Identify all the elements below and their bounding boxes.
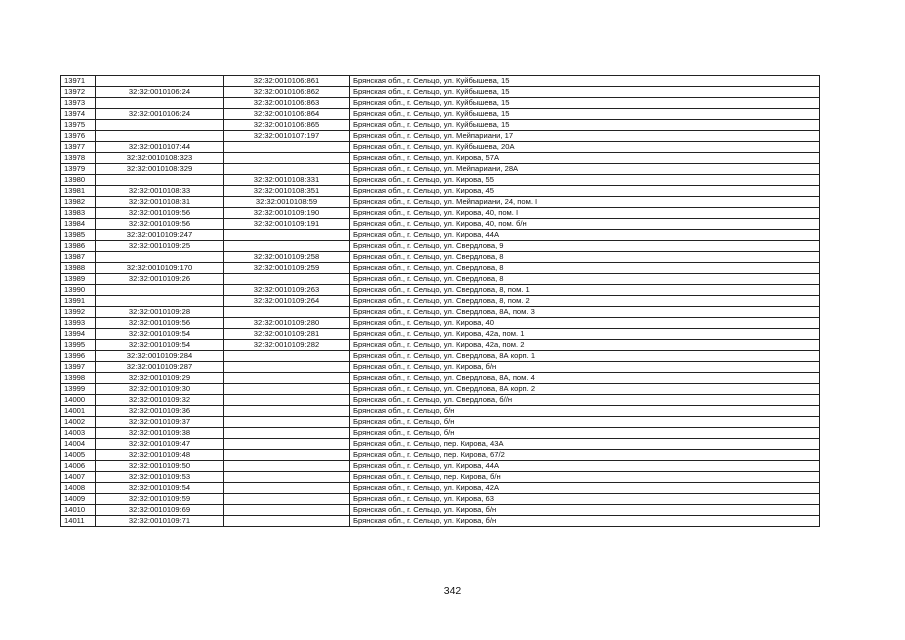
address-cell: Брянская обл., г. Сельцо, ул. Куйбышева, 15 (350, 87, 820, 98)
object-cadastral-number-cell (224, 494, 350, 505)
address-cell: Брянская обл., г. Сельцо, ул. Кирова, 40 (350, 318, 820, 329)
table-row (61, 307, 820, 318)
cadastral-number-cell: 32:32:0010109:170 (96, 263, 224, 274)
object-cadastral-number-cell (224, 472, 350, 483)
row-number-cell: 14011 (61, 516, 96, 527)
table-row (61, 219, 820, 230)
address-cell: Брянская обл., г. Сельцо, ул. Свердлова, 8 (350, 263, 820, 274)
row-number-cell: 14007 (61, 472, 96, 483)
object-cadastral-number-cell: 32:32:0010109:259 (224, 263, 350, 274)
row-number-cell: 13988 (61, 263, 96, 274)
cadastral-number-cell: 32:32:0010108:323 (96, 153, 224, 164)
address-cell: Брянская обл., г. Сельцо, ул. Кирова, 44А (350, 461, 820, 472)
registry-table-container (60, 75, 820, 527)
row-number-cell: 13994 (61, 329, 96, 340)
object-cadastral-number-cell (224, 164, 350, 175)
cadastral-number-cell: 32:32:0010109:56 (96, 318, 224, 329)
cadastral-number-cell (96, 131, 224, 142)
table-row (61, 461, 820, 472)
cadastral-number-cell (96, 98, 224, 109)
table-row (61, 373, 820, 384)
cadastral-number-cell: 32:32:0010109:59 (96, 494, 224, 505)
object-cadastral-number-cell: 32:32:0010107:197 (224, 131, 350, 142)
cadastral-number-cell: 32:32:0010109:30 (96, 384, 224, 395)
cadastral-number-cell: 32:32:0010109:48 (96, 450, 224, 461)
row-number-cell: 14004 (61, 439, 96, 450)
cadastral-number-cell: 32:32:0010107:44 (96, 142, 224, 153)
table-row (61, 131, 820, 142)
address-cell: Брянская обл., г. Сельцо, ул. Мейпариани, 24, пом. I (350, 197, 820, 208)
address-cell: Брянская обл., г. Сельцо, ул. Куйбышева, 20А (350, 142, 820, 153)
table-row (61, 87, 820, 98)
table-row (61, 505, 820, 516)
row-number-cell: 13981 (61, 186, 96, 197)
page-number: 342 (443, 585, 462, 597)
table-row (61, 472, 820, 483)
registry-table-body (61, 76, 820, 527)
row-number-cell: 13998 (61, 373, 96, 384)
cadastral-number-cell: 32:32:0010109:284 (96, 351, 224, 362)
address-cell: Брянская обл., г. Сельцо, ул. Мейпариани, 17 (350, 131, 820, 142)
table-row (61, 120, 820, 131)
object-cadastral-number-cell (224, 153, 350, 164)
cadastral-number-cell (96, 296, 224, 307)
table-row (61, 274, 820, 285)
cadastral-number-cell (96, 252, 224, 263)
row-number-cell: 14009 (61, 494, 96, 505)
table-row (61, 197, 820, 208)
table-row (61, 208, 820, 219)
row-number-cell: 13974 (61, 109, 96, 120)
object-cadastral-number-cell: 32:32:0010106:862 (224, 87, 350, 98)
object-cadastral-number-cell (224, 505, 350, 516)
cadastral-number-cell: 32:32:0010109:56 (96, 219, 224, 230)
object-cadastral-number-cell (224, 516, 350, 527)
cadastral-number-cell (96, 76, 224, 87)
table-row (61, 109, 820, 120)
table-row (61, 186, 820, 197)
row-number-cell: 13979 (61, 164, 96, 175)
row-number-cell: 13975 (61, 120, 96, 131)
cadastral-number-cell: 32:32:0010109:36 (96, 406, 224, 417)
row-number-cell: 13976 (61, 131, 96, 142)
row-number-cell: 13973 (61, 98, 96, 109)
row-number-cell: 13984 (61, 219, 96, 230)
cadastral-number-cell: 32:32:0010109:54 (96, 340, 224, 351)
row-number-cell: 13982 (61, 197, 96, 208)
object-cadastral-number-cell (224, 241, 350, 252)
address-cell: Брянская обл., г. Сельцо, пер. Кирова, 43А (350, 439, 820, 450)
address-cell: Брянская обл., г. Сельцо, ул. Кирова, 42А (350, 483, 820, 494)
table-row (61, 329, 820, 340)
address-cell: Брянская обл., г. Сельцо, б/н (350, 428, 820, 439)
object-cadastral-number-cell: 32:32:0010108:331 (224, 175, 350, 186)
address-cell: Брянская обл., г. Сельцо, пер. Кирова, б/н (350, 472, 820, 483)
object-cadastral-number-cell: 32:32:0010109:280 (224, 318, 350, 329)
table-row (61, 494, 820, 505)
table-row (61, 439, 820, 450)
address-cell: Брянская обл., г. Сельцо, ул. Кирова, 42а, пом. 1 (350, 329, 820, 340)
object-cadastral-number-cell (224, 428, 350, 439)
object-cadastral-number-cell (224, 395, 350, 406)
row-number-cell: 14010 (61, 505, 96, 516)
cadastral-number-cell: 32:32:0010109:25 (96, 241, 224, 252)
cadastral-number-cell: 32:32:0010109:54 (96, 483, 224, 494)
table-row (61, 450, 820, 461)
row-number-cell: 13999 (61, 384, 96, 395)
object-cadastral-number-cell: 32:32:0010106:865 (224, 120, 350, 131)
object-cadastral-number-cell (224, 373, 350, 384)
address-cell: Брянская обл., г. Сельцо, ул. Кирова, 57А (350, 153, 820, 164)
address-cell: Брянская обл., г. Сельцо, ул. Куйбышева, 15 (350, 120, 820, 131)
address-cell: Брянская обл., г. Сельцо, пер. Кирова, 67/2 (350, 450, 820, 461)
row-number-cell: 14006 (61, 461, 96, 472)
row-number-cell: 13985 (61, 230, 96, 241)
object-cadastral-number-cell: 32:32:0010109:191 (224, 219, 350, 230)
table-row (61, 252, 820, 263)
cadastral-number-cell: 32:32:0010109:56 (96, 208, 224, 219)
address-cell: Брянская обл., г. Сельцо, ул. Кирова, б/н (350, 516, 820, 527)
row-number-cell: 13978 (61, 153, 96, 164)
table-row (61, 241, 820, 252)
row-number-cell: 14000 (61, 395, 96, 406)
object-cadastral-number-cell: 32:32:0010106:863 (224, 98, 350, 109)
address-cell: Брянская обл., г. Сельцо, ул. Мейпариани, 28А (350, 164, 820, 175)
object-cadastral-number-cell: 32:32:0010108:59 (224, 197, 350, 208)
address-cell: Брянская обл., г. Сельцо, ул. Куйбышева, 15 (350, 109, 820, 120)
address-cell: Брянская обл., г. Сельцо, ул. Свердлова, 9 (350, 241, 820, 252)
address-cell: Брянская обл., г. Сельцо, ул. Куйбышева, 15 (350, 76, 820, 87)
row-number-cell: 13997 (61, 362, 96, 373)
cadastral-number-cell: 32:32:0010109:247 (96, 230, 224, 241)
row-number-cell: 13971 (61, 76, 96, 87)
object-cadastral-number-cell: 32:32:0010109:190 (224, 208, 350, 219)
address-cell: Брянская обл., г. Сельцо, ул. Свердлова, 8А, пом. 4 (350, 373, 820, 384)
row-number-cell: 14001 (61, 406, 96, 417)
cadastral-number-cell: 32:32:0010109:53 (96, 472, 224, 483)
cadastral-number-cell: 32:32:0010109:50 (96, 461, 224, 472)
cadastral-number-cell: 32:32:0010109:28 (96, 307, 224, 318)
table-row (61, 98, 820, 109)
address-cell: Брянская обл., г. Сельцо, ул. Кирова, б/н (350, 362, 820, 373)
table-row (61, 362, 820, 373)
table-row (61, 406, 820, 417)
address-cell: Брянская обл., г. Сельцо, ул. Свердлова, 8, пом. 2 (350, 296, 820, 307)
address-cell: Брянская обл., г. Сельцо, ул. Кирова, 42а, пом. 2 (350, 340, 820, 351)
object-cadastral-number-cell (224, 483, 350, 494)
row-number-cell: 14005 (61, 450, 96, 461)
address-cell: Брянская обл., г. Сельцо, б/н (350, 417, 820, 428)
cadastral-number-cell: 32:32:0010109:38 (96, 428, 224, 439)
object-cadastral-number-cell (224, 307, 350, 318)
address-cell: Брянская обл., г. Сельцо, ул. Свердлова, 8 (350, 252, 820, 263)
object-cadastral-number-cell (224, 274, 350, 285)
table-row (61, 351, 820, 362)
table-row (61, 483, 820, 494)
table-row (61, 318, 820, 329)
row-number-cell: 13992 (61, 307, 96, 318)
address-cell: Брянская обл., г. Сельцо, б/н (350, 406, 820, 417)
cadastral-number-cell: 32:32:0010109:32 (96, 395, 224, 406)
cadastral-number-cell: 32:32:0010109:47 (96, 439, 224, 450)
row-number-cell: 14008 (61, 483, 96, 494)
cadastral-number-cell: 32:32:0010108:329 (96, 164, 224, 175)
row-number-cell: 13977 (61, 142, 96, 153)
row-number-cell: 13987 (61, 252, 96, 263)
table-row (61, 296, 820, 307)
address-cell: Брянская обл., г. Сельцо, ул. Кирова, 40, пом. б/н (350, 219, 820, 230)
table-row (61, 417, 820, 428)
address-cell: Брянская обл., г. Сельцо, ул. Свердлова, 8, пом. 1 (350, 285, 820, 296)
cadastral-number-cell: 32:32:0010109:37 (96, 417, 224, 428)
table-row (61, 428, 820, 439)
table-row (61, 153, 820, 164)
address-cell: Брянская обл., г. Сельцо, ул. Кирова, 45 (350, 186, 820, 197)
row-number-cell: 13995 (61, 340, 96, 351)
row-number-cell: 13996 (61, 351, 96, 362)
registry-table (60, 75, 820, 527)
object-cadastral-number-cell (224, 384, 350, 395)
table-row (61, 395, 820, 406)
cadastral-number-cell: 32:32:0010109:29 (96, 373, 224, 384)
cadastral-number-cell: 32:32:0010109:54 (96, 329, 224, 340)
address-cell: Брянская обл., г. Сельцо, ул. Куйбышева, 15 (350, 98, 820, 109)
row-number-cell: 13972 (61, 87, 96, 98)
address-cell: Брянская обл., г. Сельцо, ул. Свердлова, 8 (350, 274, 820, 285)
object-cadastral-number-cell (224, 439, 350, 450)
object-cadastral-number-cell (224, 230, 350, 241)
row-number-cell: 13990 (61, 285, 96, 296)
table-row (61, 76, 820, 87)
table-row (61, 516, 820, 527)
address-cell: Брянская обл., г. Сельцо, ул. Кирова, б/н (350, 505, 820, 516)
cadastral-number-cell: 32:32:0010106:24 (96, 87, 224, 98)
row-number-cell: 13986 (61, 241, 96, 252)
row-number-cell: 13991 (61, 296, 96, 307)
row-number-cell: 14002 (61, 417, 96, 428)
table-row (61, 230, 820, 241)
object-cadastral-number-cell: 32:32:0010106:864 (224, 109, 350, 120)
address-cell: Брянская обл., г. Сельцо, ул. Кирова, 44А (350, 230, 820, 241)
object-cadastral-number-cell: 32:32:0010109:282 (224, 340, 350, 351)
cadastral-number-cell: 32:32:0010108:33 (96, 186, 224, 197)
object-cadastral-number-cell (224, 417, 350, 428)
object-cadastral-number-cell: 32:32:0010109:281 (224, 329, 350, 340)
object-cadastral-number-cell: 32:32:0010109:264 (224, 296, 350, 307)
object-cadastral-number-cell: 32:32:0010106:861 (224, 76, 350, 87)
object-cadastral-number-cell (224, 351, 350, 362)
cadastral-number-cell: 32:32:0010108:31 (96, 197, 224, 208)
object-cadastral-number-cell: 32:32:0010109:263 (224, 285, 350, 296)
address-cell: Брянская обл., г. Сельцо, ул. Свердлова, 8А корп. 1 (350, 351, 820, 362)
object-cadastral-number-cell: 32:32:0010109:258 (224, 252, 350, 263)
object-cadastral-number-cell (224, 406, 350, 417)
cadastral-number-cell: 32:32:0010106:24 (96, 109, 224, 120)
table-row (61, 175, 820, 186)
address-cell: Брянская обл., г. Сельцо, ул. Кирова, 55 (350, 175, 820, 186)
object-cadastral-number-cell (224, 461, 350, 472)
cadastral-number-cell: 32:32:0010109:26 (96, 274, 224, 285)
address-cell: Брянская обл., г. Сельцо, ул. Свердлова, 8А корп. 2 (350, 384, 820, 395)
object-cadastral-number-cell: 32:32:0010108:351 (224, 186, 350, 197)
row-number-cell: 13980 (61, 175, 96, 186)
address-cell: Брянская обл., г. Сельцо, ул. Кирова, 40, пом. I (350, 208, 820, 219)
address-cell: Брянская обл., г. Сельцо, ул. Кирова, 63 (350, 494, 820, 505)
table-row (61, 263, 820, 274)
table-row (61, 285, 820, 296)
address-cell: Брянская обл., г. Сельцо, ул. Свердлова, б//н (350, 395, 820, 406)
row-number-cell: 13983 (61, 208, 96, 219)
table-row (61, 384, 820, 395)
cadastral-number-cell: 32:32:0010109:69 (96, 505, 224, 516)
address-cell: Брянская обл., г. Сельцо, ул. Свердлова, 8А, пом. 3 (350, 307, 820, 318)
object-cadastral-number-cell (224, 362, 350, 373)
cadastral-number-cell (96, 120, 224, 131)
cadastral-number-cell: 32:32:0010109:71 (96, 516, 224, 527)
table-row (61, 142, 820, 153)
row-number-cell: 13993 (61, 318, 96, 329)
table-row (61, 164, 820, 175)
cadastral-number-cell: 32:32:0010109:287 (96, 362, 224, 373)
table-row (61, 340, 820, 351)
object-cadastral-number-cell (224, 450, 350, 461)
cadastral-number-cell (96, 175, 224, 186)
cadastral-number-cell (96, 285, 224, 296)
row-number-cell: 13989 (61, 274, 96, 285)
row-number-cell: 14003 (61, 428, 96, 439)
object-cadastral-number-cell (224, 142, 350, 153)
